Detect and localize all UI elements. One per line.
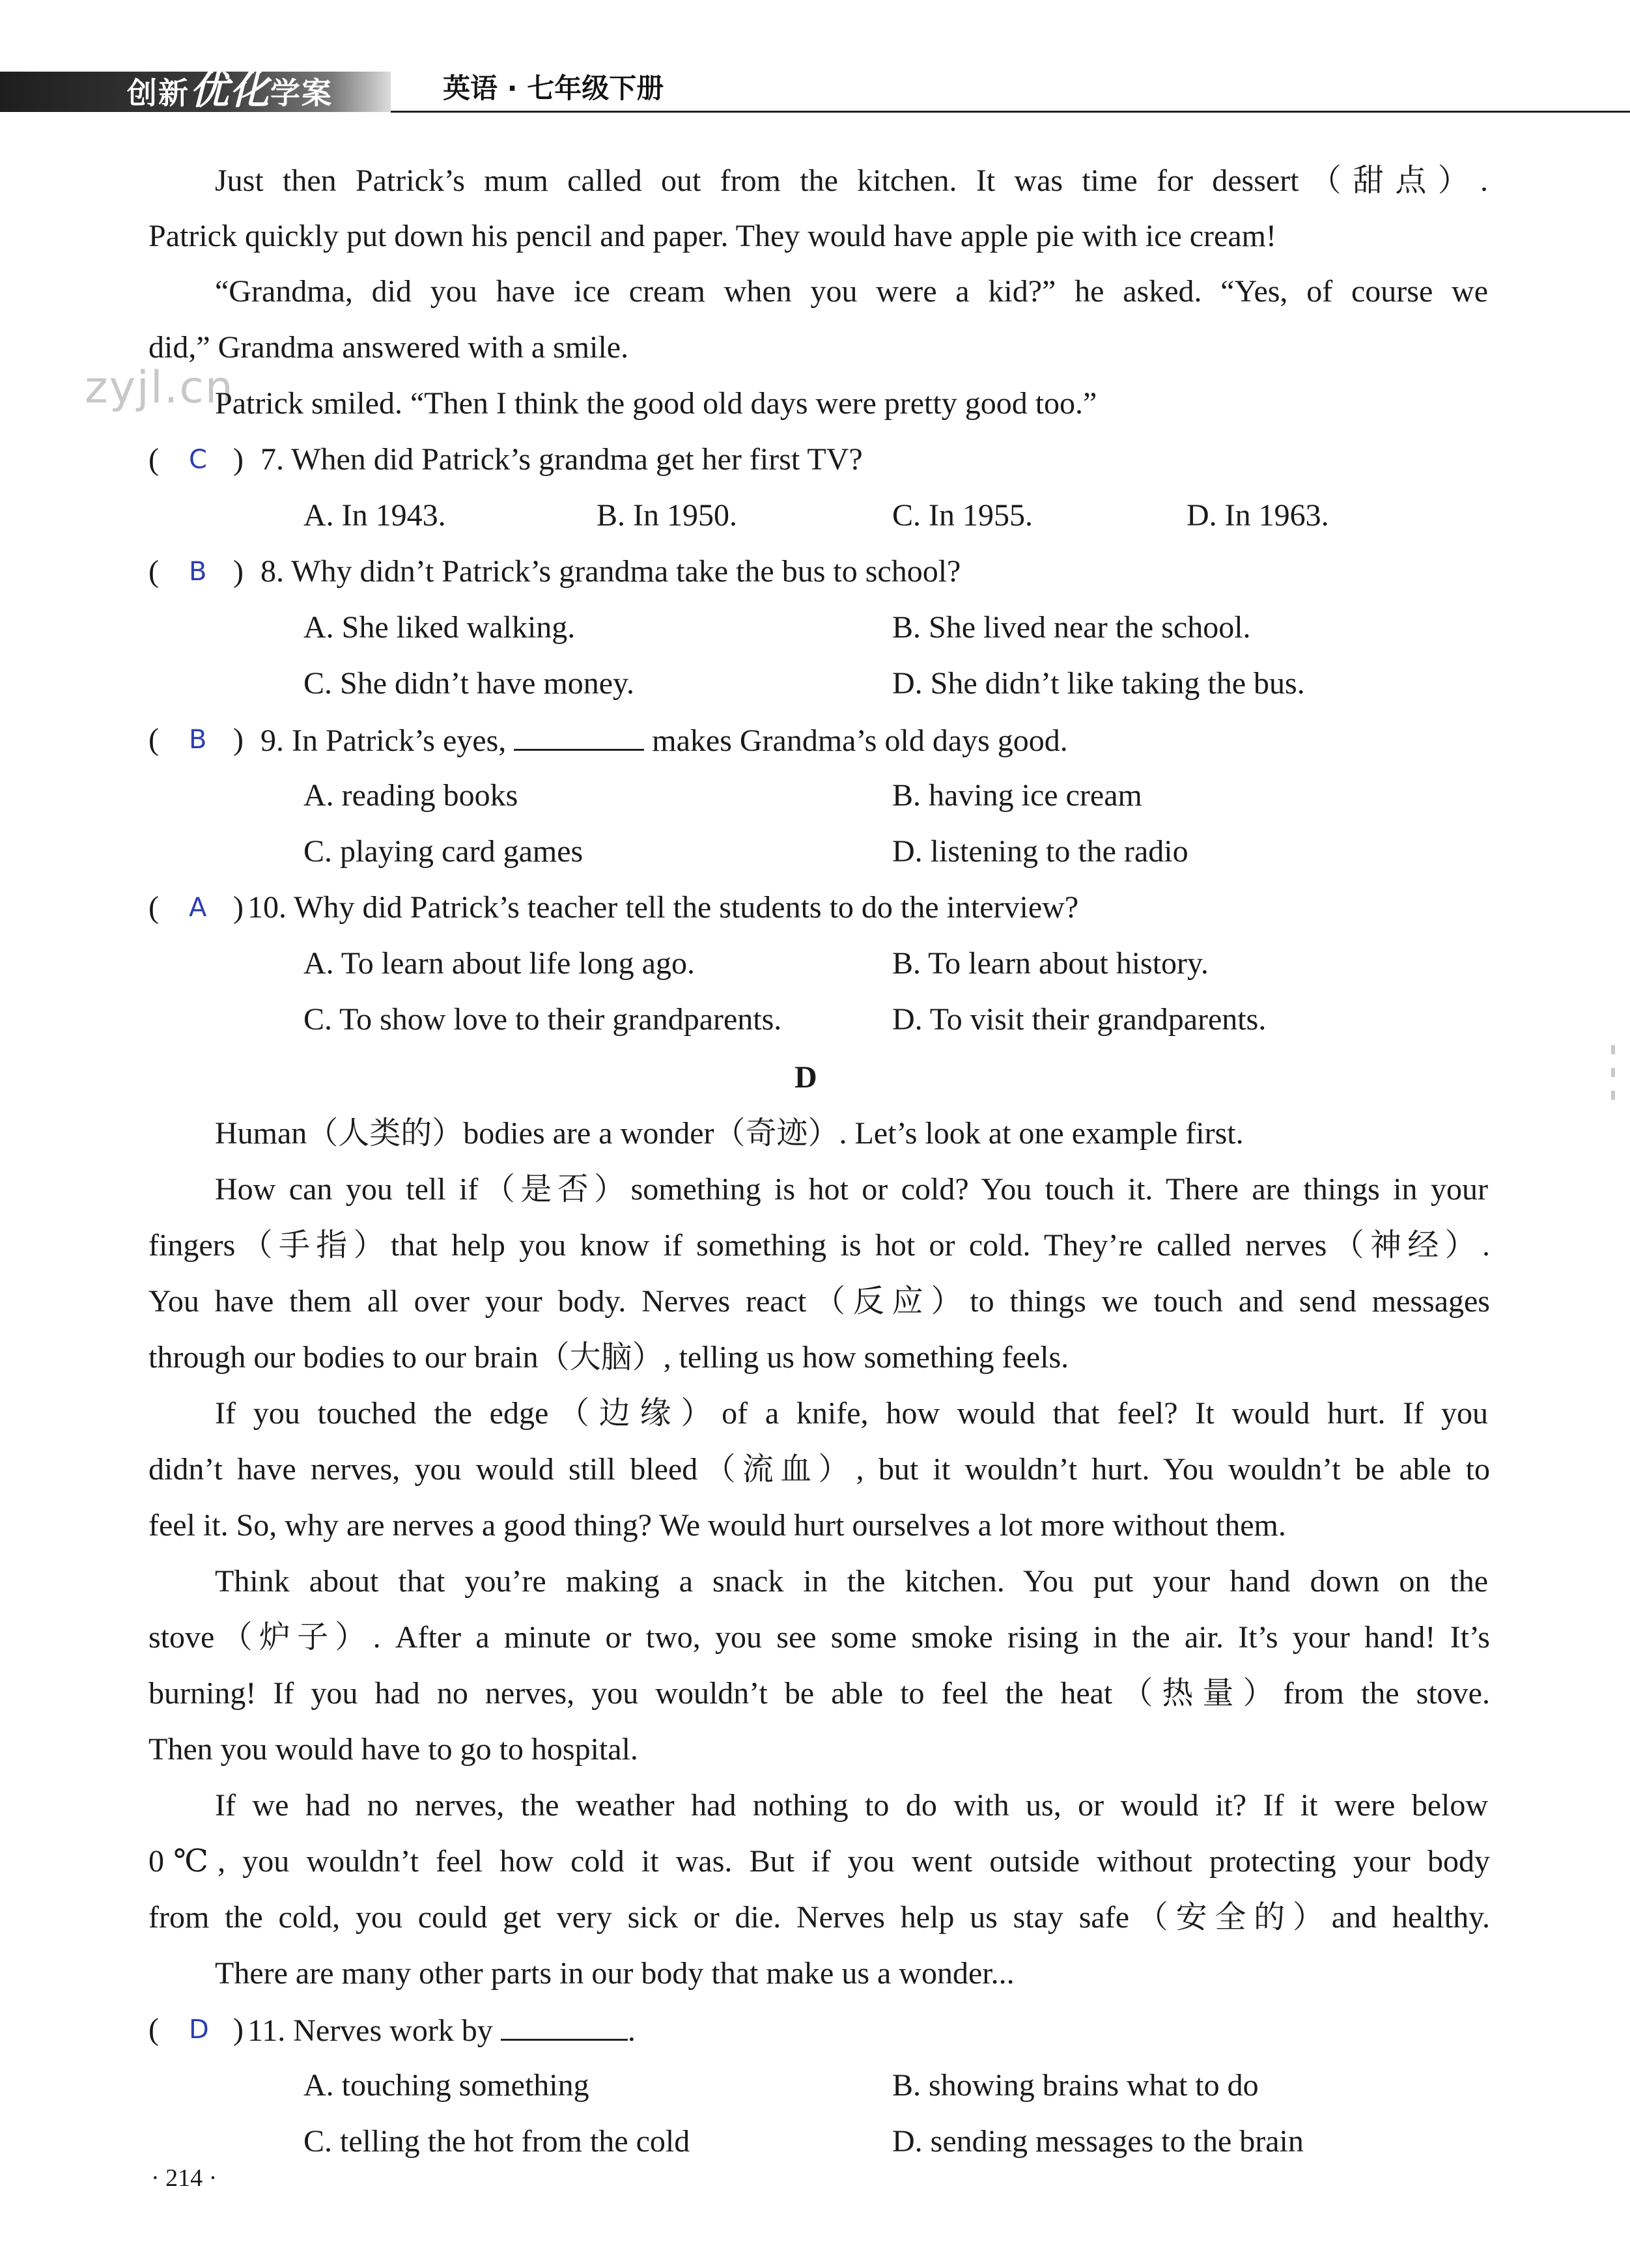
- answer-bracket-open: (: [148, 722, 159, 757]
- passage-line: from the cold, you could get very sick or die. Nerves help us stay safe（安全的）and healthy.: [148, 1900, 1490, 1935]
- passage-line: Patrick smiled. “Then I think the good old days were pretty good too.”: [215, 386, 1097, 421]
- header-rule: [391, 111, 1630, 113]
- answer-mark: B: [189, 725, 207, 755]
- option-c: C. To show love to their grandparents.: [303, 1002, 782, 1037]
- passage-line: Then you would have to go to hospital.: [148, 1732, 638, 1767]
- passage-line: 0℃, you wouldn’t feel how cold it was. But if you went outside without protecting your body: [148, 1844, 1490, 1879]
- answer-bracket-open: (: [148, 2012, 159, 2047]
- answer-bracket-open: (: [148, 554, 159, 589]
- header-title: 英语 · 七年级下册: [443, 72, 664, 104]
- header-brand: [127, 70, 333, 111]
- option-a: A. reading books: [303, 778, 518, 813]
- page-header: [0, 0, 1630, 117]
- option-b: B. showing brains what to do: [892, 2068, 1259, 2103]
- option-c: C. In 1955.: [892, 498, 1033, 533]
- answer-bracket-close: ): [233, 890, 244, 925]
- passage-line: fingers（手指）that help you know if something is hot or cold. They’re called nerves（神经）.: [148, 1228, 1490, 1263]
- answer-mark: B: [189, 557, 207, 587]
- question-stem-end: makes Grandma’s old days good.: [652, 723, 1068, 758]
- answer-mark: D: [189, 2015, 209, 2045]
- option-b: B. To learn about history.: [892, 946, 1209, 981]
- option-a: A. She liked walking.: [303, 610, 576, 645]
- question-stem-end: .: [627, 2013, 636, 2048]
- option-d: D. She didn’t like taking the bus.: [892, 666, 1305, 701]
- brand-part-1: 创新: [127, 76, 190, 111]
- option-d: D. sending messages to the brain: [892, 2124, 1304, 2159]
- passage-line: Human（人类的）bodies are a wonder（奇迹）. Let’s look at one example first.: [215, 1116, 1244, 1151]
- option-c: C. telling the hot from the cold: [303, 2124, 690, 2159]
- passage-line: burning! If you had no nerves, you wouldn’t be able to feel the heat（热量）from the stove.: [148, 1676, 1490, 1711]
- passage-line: did,” Grandma answered with a smile.: [148, 330, 629, 365]
- brand-part-2: 优化: [190, 68, 270, 113]
- answer-bracket-open: (: [148, 442, 159, 477]
- scan-mark: [1611, 1068, 1615, 1077]
- question-stem: 10. Why did Patrick’s teacher tell the students to do the interview?: [247, 890, 1079, 925]
- option-c: C. playing card games: [303, 834, 583, 869]
- passage-line: Just then Patrick’s mum called out from the kitchen. It was time for dessert（甜点）.: [215, 163, 1488, 198]
- question-stem-start: 9. In Patrick’s eyes,: [260, 723, 507, 758]
- option-d: D. listening to the radio: [892, 834, 1188, 869]
- question-stem: 8. Why didn’t Patrick’s grandma take the bus to school?: [260, 554, 961, 589]
- option-d: D. In 1963.: [1187, 498, 1329, 533]
- page-number: · 214 ·: [151, 2164, 218, 2192]
- question-stem: [260, 720, 1068, 759]
- passage-line: If you touched the edge（边缘）of a knife, how would that feel? It would hurt. If you: [215, 1396, 1488, 1431]
- option-b: B. having ice cream: [892, 778, 1142, 813]
- answer-bracket-open: (: [148, 890, 159, 925]
- passage-line: through our bodies to our brain（大脑）, telling us how something feels.: [148, 1340, 1069, 1375]
- option-b: B. She lived near the school.: [892, 610, 1251, 645]
- watermark: zyjl.cn: [85, 362, 234, 413]
- passage-line: You have them all over your body. Nerves react（反应）to things we touch and send messages: [148, 1284, 1490, 1319]
- passage-line: stove（炉子）. After a minute or two, you see some smoke rising in the air. It’s your hand! It’s: [148, 1620, 1490, 1655]
- question-stem-start: 11. Nerves work by: [247, 2013, 493, 2048]
- question-stem: 7. When did Patrick’s grandma get her first TV?: [260, 442, 863, 477]
- passage-line: Think about that you’re making a snack in the kitchen. You put your hand down on the: [215, 1564, 1488, 1599]
- answer-mark: A: [189, 893, 207, 923]
- passage-line: How can you tell if（是否）something is hot or cold? You touch it. There are things in your: [215, 1172, 1488, 1207]
- brand-part-3: 学案: [270, 76, 333, 111]
- passage-line: didn’t have nerves, you would still bleed（流血）, but it wouldn’t hurt. You wouldn’t be able to: [148, 1452, 1490, 1487]
- scan-mark: [1611, 1045, 1615, 1054]
- answer-blank: [514, 720, 644, 751]
- answer-mark: C: [189, 445, 207, 475]
- answer-bracket-close: ): [233, 722, 244, 757]
- option-c: C. She didn’t have money.: [303, 666, 634, 701]
- option-a: A. In 1943.: [303, 498, 446, 533]
- passage-line: If we had no nerves, the weather had nothing to do with us, or would it? If it were below: [215, 1788, 1488, 1823]
- section-title: D: [794, 1060, 817, 1095]
- passage-line: Patrick quickly put down his pencil and paper. They would have apple pie with ice cream!: [148, 219, 1276, 253]
- passage-line: There are many other parts in our body that make us a wonder...: [215, 1956, 1015, 1991]
- answer-bracket-close: ): [233, 2012, 244, 2047]
- passage-line: “Grandma, did you have ice cream when you were a kid?” he asked. “Yes, of course we: [215, 274, 1488, 309]
- option-a: A. touching something: [303, 2068, 589, 2103]
- passage-line: feel it. So, why are nerves a good thing? We would hurt ourselves a lot more without them.: [148, 1508, 1286, 1543]
- answer-bracket-close: ): [233, 442, 244, 477]
- option-d: D. To visit their grandparents.: [892, 1002, 1267, 1037]
- question-stem: [247, 2010, 636, 2049]
- option-b: B. In 1950.: [597, 498, 737, 533]
- scan-mark: [1611, 1091, 1615, 1100]
- answer-bracket-close: ): [233, 554, 244, 589]
- option-a: A. To learn about life long ago.: [303, 946, 695, 981]
- answer-blank: [501, 2010, 628, 2041]
